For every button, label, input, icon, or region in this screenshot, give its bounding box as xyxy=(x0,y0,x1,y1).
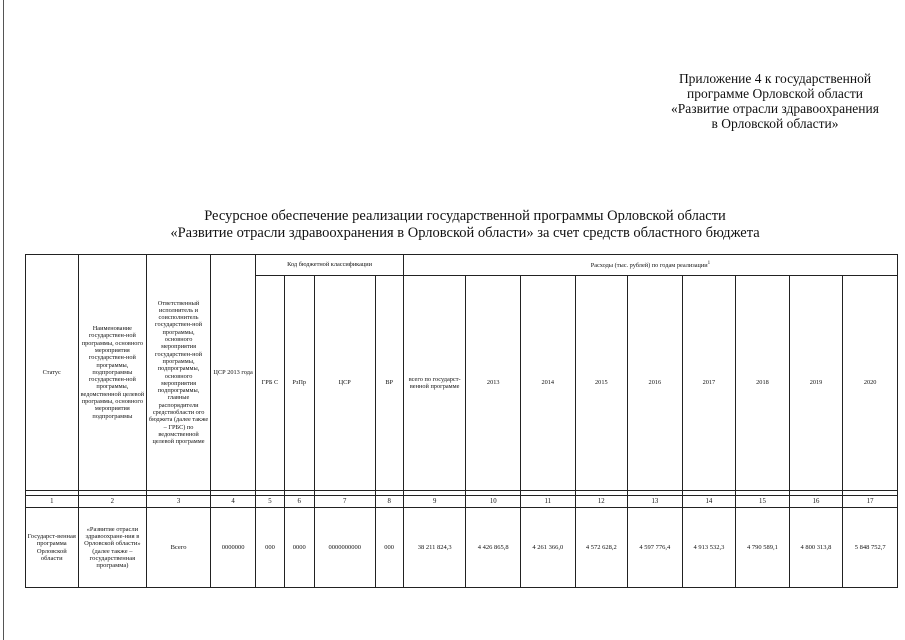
cell-csr: 0000000000 xyxy=(314,508,375,588)
column-number: 7 xyxy=(314,496,375,508)
cell-year-2015: 4 572 628,2 xyxy=(575,508,628,588)
column-number: 12 xyxy=(575,496,628,508)
column-number: 17 xyxy=(843,496,898,508)
appendix-line-2: программе Орловской области xyxy=(687,86,863,101)
cell-year-2014: 4 261 366,0 xyxy=(521,508,576,588)
header-budget-code-group: Код бюджетной классификации xyxy=(256,255,404,276)
column-number: 13 xyxy=(628,496,683,508)
column-number: 6 xyxy=(284,496,314,508)
column-number: 1 xyxy=(26,496,79,508)
column-number-row xyxy=(26,496,898,508)
cell-vr: 000 xyxy=(375,508,403,588)
column-number: 10 xyxy=(466,496,521,508)
cell-year-2020: 5 848 752,7 xyxy=(843,508,898,588)
header-year-2015: 2015 xyxy=(575,276,628,491)
cell-rzpr: 0000 xyxy=(284,508,314,588)
cell-csr-2013: 0000000 xyxy=(210,508,255,588)
column-number: 15 xyxy=(736,496,790,508)
appendix-line-4: в Орловской области» xyxy=(711,116,839,131)
header-year-2014: 2014 xyxy=(521,276,576,491)
page-edge-line xyxy=(3,0,4,640)
title-line-2: «Развитие отрасли здравоохранения в Орловской области» за счет средств областного бюджета xyxy=(170,225,760,241)
title-line-1: Ресурсное обеспечение реализации государственной программы Орловской области xyxy=(204,208,726,224)
header-year-2019: 2019 xyxy=(789,276,843,491)
header-name: Наименование государствен-ной программы, основного мероприятия государствен-ной программы, подпрограммы государствен-ной программы, ведомственной целевой программы, основного мероприятия подпрограммы xyxy=(78,255,147,491)
column-number: 5 xyxy=(256,496,284,508)
header-expenses-group xyxy=(403,255,897,276)
header-year-2017: 2017 xyxy=(682,276,736,491)
cell-year-2017: 4 913 532,3 xyxy=(682,508,736,588)
column-number: 8 xyxy=(375,496,403,508)
header-status: Статус xyxy=(26,255,79,491)
header-year-2018: 2018 xyxy=(736,276,790,491)
table-row xyxy=(26,508,898,588)
header-year-2013: 2013 xyxy=(466,276,521,491)
column-number: 16 xyxy=(789,496,843,508)
header-vr: ВР xyxy=(375,276,403,491)
header-csr-2013: ЦСР 2013 года xyxy=(210,255,255,491)
cell-year-2019: 4 800 313,8 xyxy=(789,508,843,588)
cell-total: 38 211 824,3 xyxy=(403,508,466,588)
header-year-2020: 2020 xyxy=(843,276,898,491)
cell-grbs: 000 xyxy=(256,508,284,588)
cell-name: «Развитие отрасли здравоохране-ния в Орловской области» (далее также – государственная программа) xyxy=(78,508,147,588)
cell-status: Государст-венная программа Орловской области xyxy=(26,508,79,588)
header-rzpr: РзПр xyxy=(284,276,314,491)
column-number: 3 xyxy=(147,496,211,508)
header-total: всего по государст-венной программе xyxy=(403,276,466,491)
cell-responsible: Всего xyxy=(147,508,211,588)
cell-year-2018: 4 790 589,1 xyxy=(736,508,790,588)
cell-year-2013: 4 426 865,8 xyxy=(466,508,521,588)
document-title xyxy=(100,208,830,242)
header-grbs: ГРБ С xyxy=(256,276,284,491)
column-number: 2 xyxy=(78,496,147,508)
header-csr: ЦСР xyxy=(314,276,375,491)
appendix-header xyxy=(640,71,905,131)
appendix-line-3: «Развитие отрасли здравоохранения xyxy=(671,101,879,116)
column-number: 11 xyxy=(521,496,576,508)
resource-table xyxy=(25,254,898,588)
appendix-line-1: Приложение 4 к государственной xyxy=(678,71,872,86)
header-responsible: Ответственный исполнитель и соисполнитель государствен-ной программы, основного мероприятия государствен-ной программы, подпрограммы, основного мероприятия подпрограммы, главные распорядители средствобласти ого бюджета (далее также – ГРБС) по ведомственной целевой программе xyxy=(147,255,211,491)
header-expenses-label: Расходы (тыс. рублей) по годам реализации xyxy=(590,262,708,270)
cell-year-2016: 4 597 776,4 xyxy=(628,508,683,588)
column-number: 14 xyxy=(682,496,736,508)
column-number: 9 xyxy=(403,496,466,508)
column-number: 4 xyxy=(210,496,255,508)
header-year-2016: 2016 xyxy=(628,276,683,491)
header-expenses-footnote: 1 xyxy=(707,261,711,267)
